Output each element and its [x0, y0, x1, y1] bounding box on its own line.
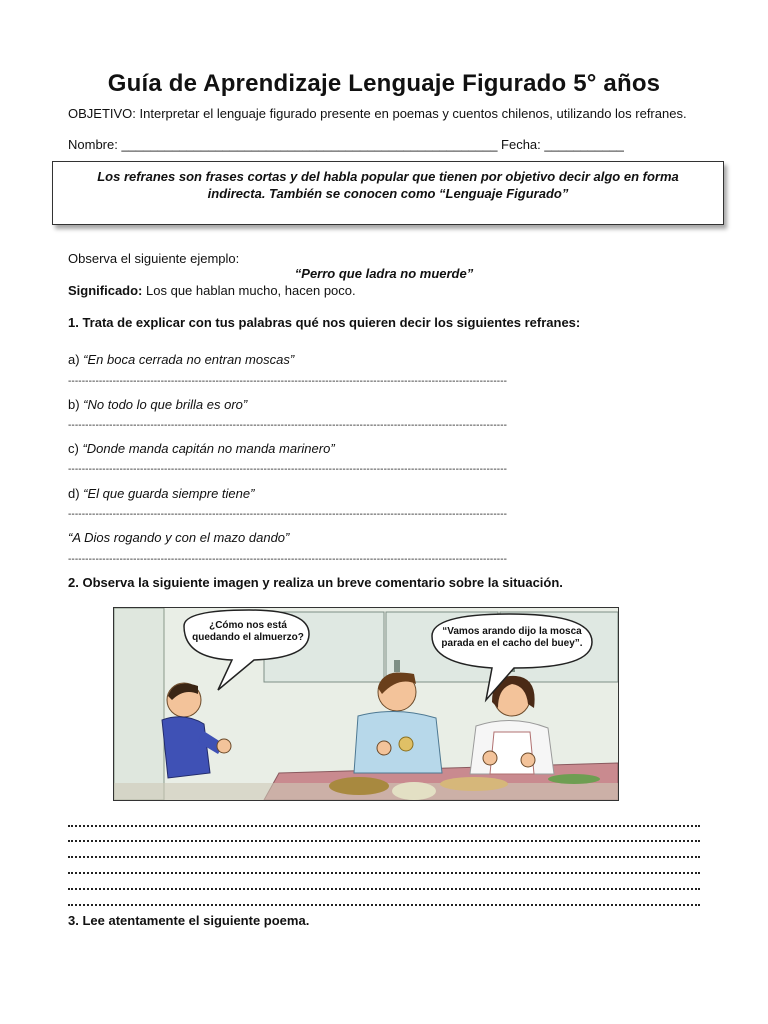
answer-line[interactable]: -------------------------------------------------------------------------------------------------------------------------------- — [68, 509, 508, 520]
example-quote: “Perro que ladra no muerde” — [294, 266, 474, 281]
meaning-label: Significado: — [68, 283, 143, 298]
answer-line[interactable]: -------------------------------------------------------------------------------------------------------------------------------- — [68, 376, 508, 387]
answer-line[interactable]: -------------------------------------------------------------------------------------------------------------------------------- — [68, 464, 508, 475]
refran-prefix: b) — [68, 397, 84, 412]
refran-prefix: a) — [68, 352, 84, 367]
objective-text: OBJETIVO: Interpretar el lenguaje figurado presente en poemas y cuentos chilenos, utilizando los refranes. — [68, 106, 687, 121]
refran-text: “No todo lo que brilla es oro” — [83, 397, 248, 412]
comic-illustration — [113, 607, 619, 801]
answer-line[interactable]: -------------------------------------------------------------------------------------------------------------------------------- — [68, 554, 508, 565]
refran-c — [68, 441, 335, 456]
definition-text: Los refranes son frases cortas y del habla popular que tienen por objetivo decir algo en forma indirecta. También se conocen como “Lenguaje Figurado” — [97, 169, 679, 201]
refran-text: “Donde manda capitán no manda marinero” — [82, 441, 335, 456]
refran-e — [68, 530, 289, 545]
answer-line[interactable]: -------------------------------------------------------------------------------------------------------------------------------- — [68, 420, 508, 431]
refran-text: “A Dios rogando y con el mazo dando” — [68, 530, 290, 545]
page-title: Guía de Aprendizaje Lenguaje Figurado 5° años — [107, 70, 661, 97]
name-date-line: Nombre: ____________________________________________________ Fecha: ___________ — [68, 137, 624, 152]
example-intro: Observa el siguiente ejemplo: — [68, 251, 240, 266]
refran-a — [68, 352, 294, 367]
question-3: 3. Lee atentamente el siguiente poema. — [68, 913, 310, 928]
comment-line[interactable] — [68, 886, 700, 890]
comment-line[interactable] — [68, 838, 700, 842]
comment-line[interactable] — [68, 870, 700, 874]
comment-line[interactable] — [68, 823, 700, 827]
refran-text: “El que guarda siempre tiene” — [83, 486, 255, 501]
comment-line[interactable] — [68, 854, 700, 858]
refran-d — [68, 486, 254, 501]
refran-prefix: d) — [68, 486, 84, 501]
refran-text: “En boca cerrada no entran moscas” — [83, 352, 295, 367]
meaning-text: Los que hablan mucho, hacen poco. — [146, 283, 356, 298]
speech-bubble-right: “Vamos arando dijo la mosca parada en el cacho del buey”. — [441, 626, 583, 649]
question-1: 1. Trata de explicar con tus palabras qué nos quieren decir los siguientes refranes: — [68, 315, 581, 330]
comment-line[interactable] — [68, 902, 700, 906]
definition-box — [52, 161, 724, 225]
question-2: 2. Observa la siguiente imagen y realiza un breve comentario sobre la situación. — [68, 575, 563, 590]
meaning-line — [68, 283, 356, 298]
speech-bubble-left: ¿Cómo nos está quedando el almuerzo? — [192, 620, 304, 643]
refran-prefix: c) — [68, 441, 83, 456]
refran-b — [68, 397, 247, 412]
